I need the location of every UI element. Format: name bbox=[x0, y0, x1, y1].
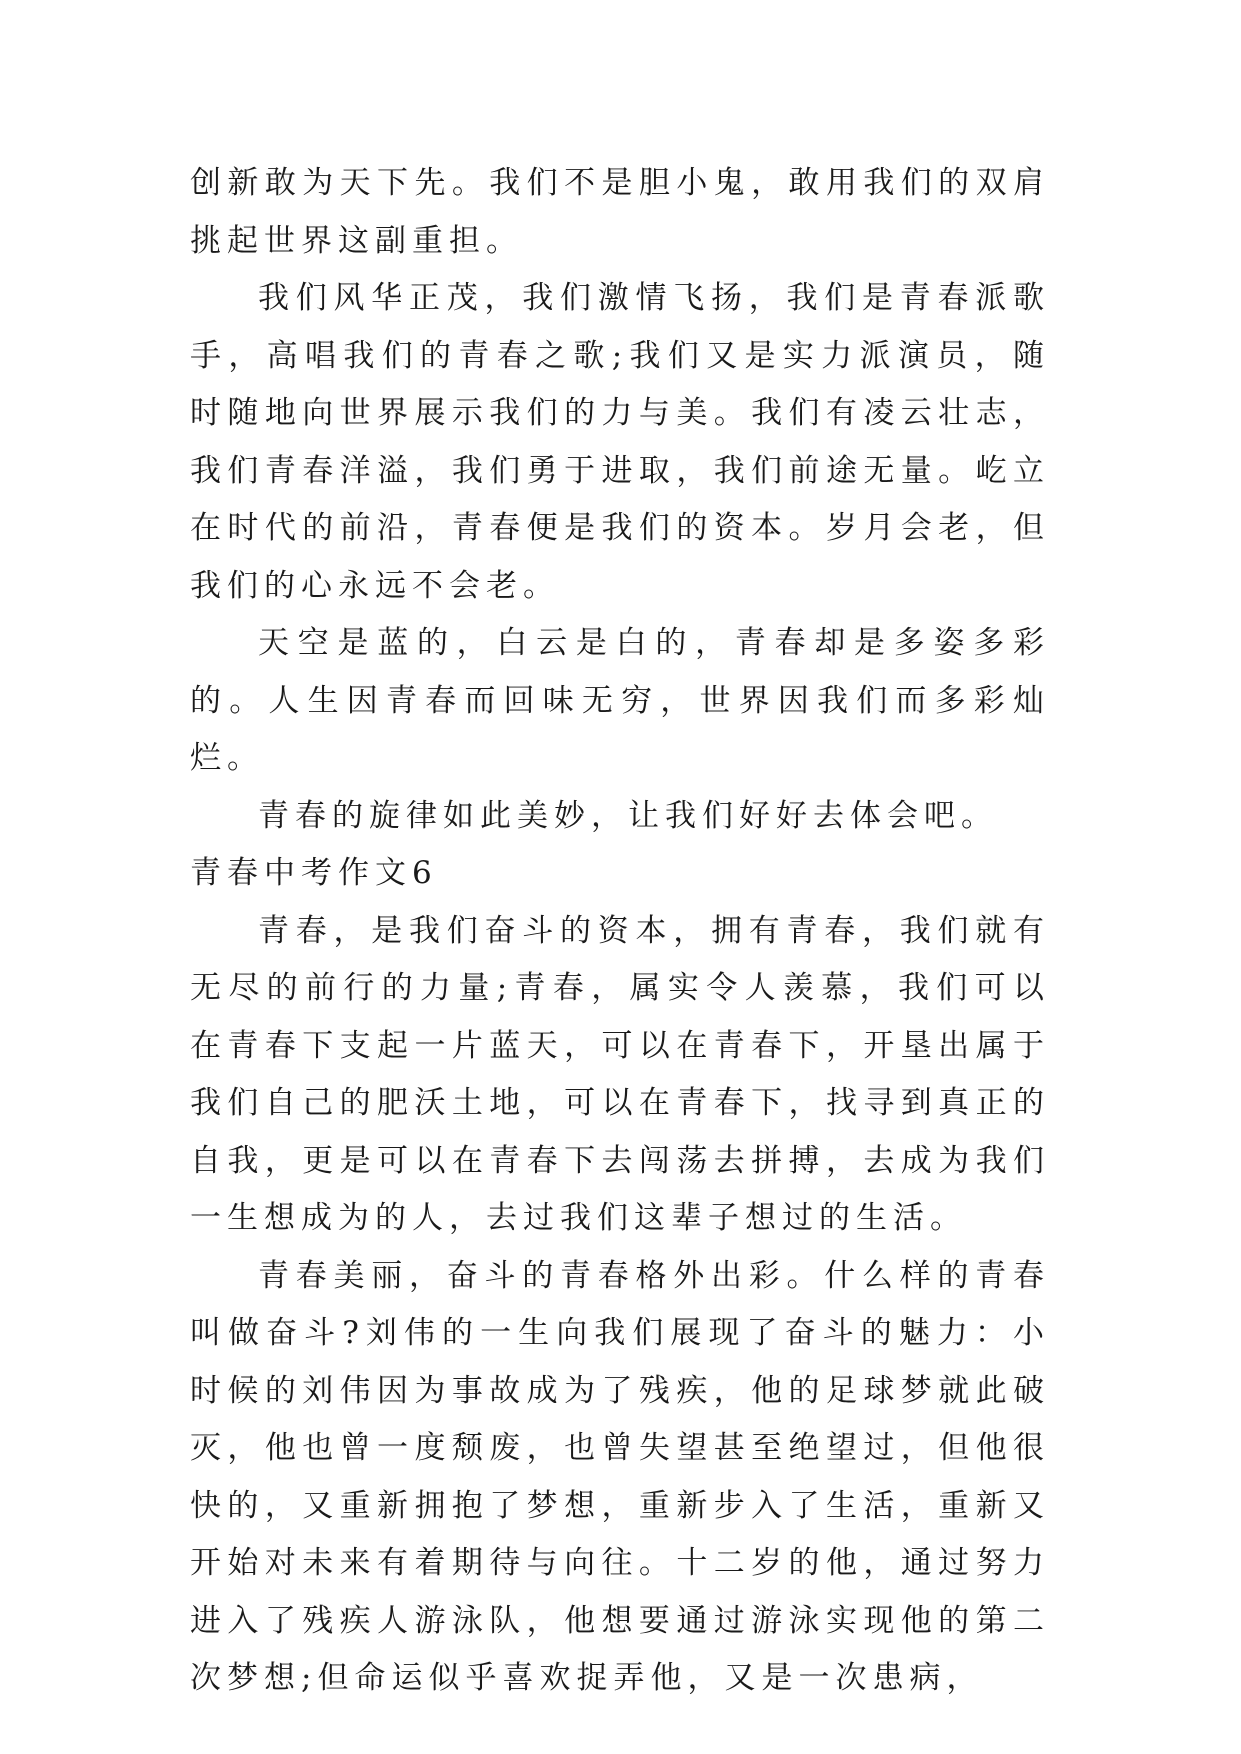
paragraph-4: 青春的旋律如此美妙，让我们好好去体会吧。 bbox=[258, 797, 998, 834]
paragraph-5: 青春，是我们奋斗的资本，拥有青春，我们就有无尽的前行的力量;青春，属实令人羡慕，我们可以在青春下支起一片蓝天，可以在青春下，开垦出属于我们自己的肥沃土地，可以在青春下，找寻到真正的自我，更是可以在青春下去闯荡去拼搏，去成为我们一生想成为的人，去过我们这辈子想过的生活。 bbox=[190, 912, 1050, 1236]
paragraph-2: 我们风华正茂，我们激情飞扬，我们是青春派歌手，高唱我们的青春之歌;我们又是实力派演员，随时随地向世界展示我们的力与美。我们有凌云壮志，我们青春洋溢，我们勇于进取，我们前途无量。屹立在时代的前沿，青春便是我们的资本。岁月会老，但我们的心永远不会老。 bbox=[190, 280, 1050, 604]
document-body bbox=[190, 155, 1050, 1708]
paragraph-1: 创新敢为天下先。我们不是胆小鬼，敢用我们的双肩挑起世界这副重担。 bbox=[190, 165, 1050, 259]
paragraph-3: 天空是蓝的，白云是白的，青春却是多姿多彩的。人生因青春而回味无穷，世界因我们而多彩灿烂。 bbox=[190, 625, 1050, 776]
paragraph-6: 青春美丽，奋斗的青春格外出彩。什么样的青春叫做奋斗?刘伟的一生向我们展现了奋斗的魅力：小时候的刘伟因为事故成为了残疾，他的足球梦就此破灭，他也曾一度颓废，也曾失望甚至绝望过，但他很快的，又重新拥抱了梦想，重新步入了生活，重新又开始对未来有着期待与向往。十二岁的他，通过努力进入了残疾人游泳队，他想要通过游泳实现他的第二次梦想;但命运似乎喜欢捉弄他，又是一次患病， bbox=[190, 1257, 1050, 1696]
section-title: 青春中考作文6 bbox=[190, 855, 438, 891]
